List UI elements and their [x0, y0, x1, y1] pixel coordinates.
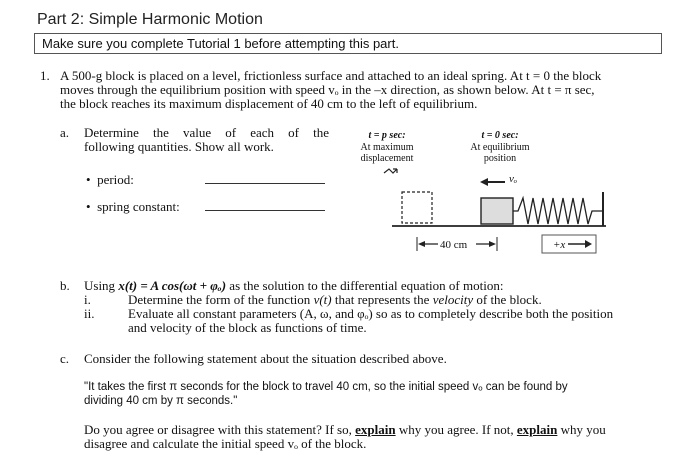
bullet-period: • period:	[86, 172, 134, 187]
quote-line-2: dividing 40 cm by π seconds."	[84, 395, 238, 407]
velocity-arrow-icon	[480, 178, 505, 186]
part-b-ii-line-1: Evaluate all constant parameters (A, ω, and φₒ) so as to completely describe both the position	[128, 306, 614, 321]
velocity-label: vₒ	[509, 173, 518, 185]
part-b-ii-line-2: and velocity of the block as functions of time.	[128, 320, 367, 335]
question-number: 1.	[40, 68, 50, 83]
part-c-ask-line-2: disagree and calculate the initial speed vₒ of the block.	[84, 436, 367, 451]
quote-line-1: "It takes the first π seconds for the block to travel 40 cm, so the initial speed vₒ can be found by	[84, 381, 568, 393]
left-time-label: t = p sec:	[368, 130, 406, 141]
part-b-letter: b.	[60, 278, 70, 293]
part-a-letter: a.	[60, 125, 70, 140]
part-b-ii-label: ii.	[84, 306, 95, 321]
spring-constant-answer-blank[interactable]	[205, 210, 325, 211]
bullet-spring-constant: • spring constant:	[86, 199, 180, 214]
right-desc-1: At equilibrium	[470, 142, 530, 153]
part-a-line-2: following quantities. Show all work.	[84, 139, 274, 154]
bullet-spring-constant-label: spring constant:	[97, 199, 180, 214]
part-a-line-1: Determine the value of each of the	[84, 125, 329, 140]
spring	[513, 198, 602, 224]
squiggle-arrow-icon	[384, 169, 397, 173]
distance-label: 40 cm	[440, 239, 468, 251]
part-b-i-text: Determine the form of the function v(t) that represents the velocity of the block.	[128, 292, 542, 307]
tutorial-note: Make sure you complete Tutorial 1 before attempting this part.	[34, 33, 662, 54]
part-c-ask-line-1: Do you agree or disagree with this statement? If so, explain why you agree. If not, explain why you	[84, 422, 606, 437]
axis-label: +x	[553, 239, 566, 251]
left-desc-2: displacement	[360, 153, 414, 164]
dashed-block-outline	[402, 192, 432, 223]
distance-arrow	[417, 237, 497, 251]
question-line-2: moves through the equilibrium position with speed vₒ in the –x direction, as shown below. At t = π sec,	[60, 82, 595, 97]
question-line-3: the block reaches its maximum displacement of 40 cm to the left of equilibrium.	[60, 96, 478, 111]
right-desc-2: position	[483, 153, 517, 164]
page-title: Part 2: Simple Harmonic Motion	[37, 11, 263, 28]
spring-block-diagram	[380, 165, 630, 257]
block	[481, 198, 513, 224]
part-c-letter: c.	[60, 351, 70, 366]
part-b-intro: Using x(t) = A cos(ωt + φₒ) as the solution to the differential equation of motion:	[84, 278, 504, 293]
part-c-intro: Consider the following statement about the situation described above.	[84, 351, 447, 366]
question-line-1: A 500-g block is placed on a level, frictionless surface and attached to an ideal spring. At t = 0 the block	[60, 68, 602, 83]
right-time-label: t = 0 sec:	[481, 130, 519, 141]
period-answer-blank[interactable]	[205, 183, 325, 184]
axis-arrow-icon	[568, 240, 592, 248]
equation: x(t) = A cos(ωt + φₒ)	[118, 278, 227, 293]
bullet-period-label: period:	[97, 172, 134, 187]
part-b-i-label: i.	[84, 292, 91, 307]
left-desc-1: At maximum	[360, 142, 414, 153]
